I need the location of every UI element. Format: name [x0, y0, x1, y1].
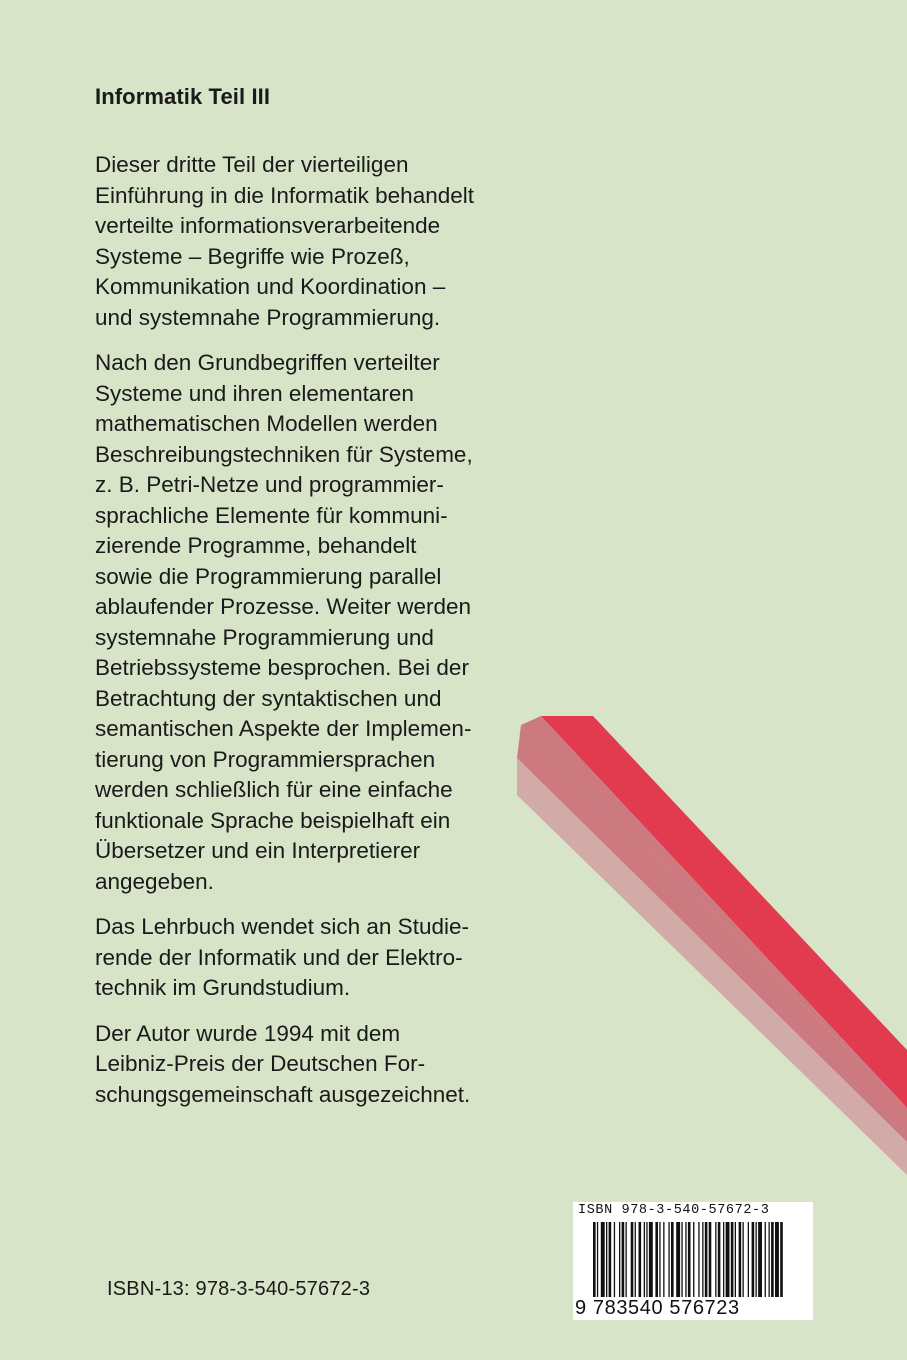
text-line: technik im Grundstudium.	[95, 975, 351, 1000]
stripe-red-top-cap	[521, 716, 907, 1108]
text-line: verteilte informationsverarbeitende	[95, 213, 441, 238]
text-line: semantischen Aspekte der Implemen-	[95, 716, 472, 741]
text-line: Systeme – Begriffe wie Prozeß,	[95, 243, 410, 269]
text-line: Der Autor wurde 1994 mit dem	[95, 1020, 401, 1046]
text-line: angegeben.	[95, 868, 214, 894]
text-line: funktionale Sprache beispielhaft ein	[95, 807, 451, 833]
text-line: sowie die Programmierung parallel	[95, 563, 442, 589]
text-line: schungsgemeinschaft ausgezeichnet.	[95, 1081, 471, 1107]
text-line: werden schließlich für eine einfache	[95, 777, 453, 802]
book-title: Informatik Teil III	[95, 84, 271, 109]
text-line: rende der Informatik und der Elektro-	[95, 944, 463, 970]
paragraph-content	[95, 348, 515, 897]
text-line: Betrachtung der syntaktischen und	[95, 685, 442, 711]
text-line: Übersetzer und ein Interpretierer	[95, 838, 421, 863]
stripe-light	[517, 758, 907, 1175]
text-line: tierung von Programmiersprachen	[95, 746, 436, 772]
stripe-mid	[517, 725, 907, 1142]
text-line: systemnahe Programmierung und	[95, 624, 434, 650]
text-line: Kommunikation und Koordination –	[95, 274, 446, 299]
paragraph-author	[95, 1019, 515, 1111]
text-line: sprachliche Elemente für kommuni-	[95, 502, 448, 528]
text-line: ablaufender Prozesse. Weiter werden	[95, 594, 472, 619]
paragraph-intro	[95, 150, 515, 333]
text-line: Dieser dritte Teil der vierteiligen	[95, 152, 409, 177]
text-line: Leibniz-Preis der Deutschen For-	[95, 1051, 426, 1076]
text-line: Betriebssysteme besprochen. Bei der	[95, 655, 469, 680]
text-line: Einführung in die Informatik behandelt	[95, 182, 474, 208]
paragraph-audience	[95, 912, 515, 1004]
barcode-digits: 9 783540 576723	[575, 1297, 811, 1319]
description	[95, 150, 515, 1125]
text-line: mathematischen Modellen werden	[95, 411, 438, 436]
barcode-isbn-text: ISBN 978-3-540-57672-3	[578, 1203, 770, 1218]
text-line: und systemnahe Programmierung.	[95, 304, 441, 330]
text-line: Systeme und ihren elementaren	[95, 380, 414, 406]
text-line: zierende Programme, behandelt	[95, 533, 417, 558]
isbn-13-label: ISBN-13: 978-3-540-57672-3	[107, 1278, 371, 1300]
text-line: Nach den Grundbegriffen verteilter	[95, 350, 440, 375]
barcode	[573, 1202, 813, 1320]
text-line: Das Lehrbuch wendet sich an Studie-	[95, 914, 469, 939]
text-line: z. B. Petri-Netze und programmier-	[95, 472, 444, 497]
text-line: Beschreibungstechniken für Systeme,	[95, 441, 473, 467]
